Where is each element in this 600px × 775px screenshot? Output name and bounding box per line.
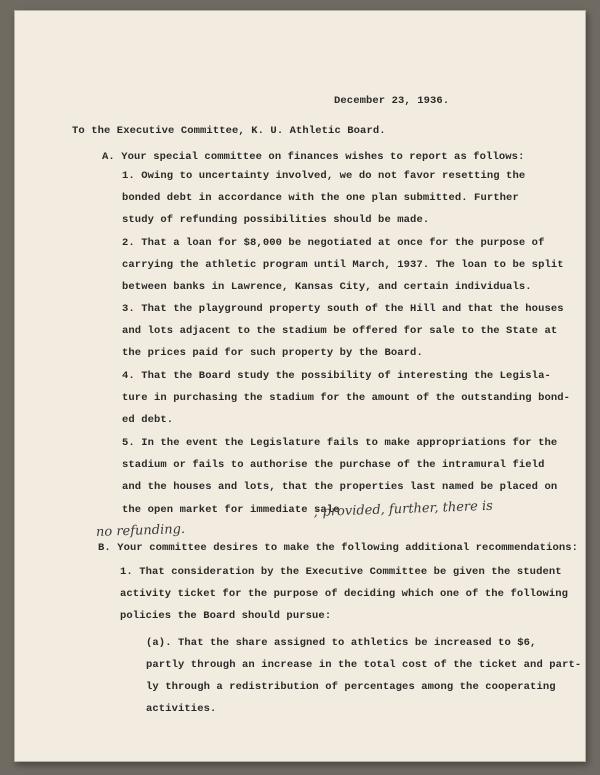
item-5-line-4: the open market for immediate sale xyxy=(122,504,340,516)
salutation: To the Executive Committee, K. U. Athletic Board. xyxy=(72,125,386,137)
item-3-line-3: the prices paid for such property by the Board. xyxy=(122,347,423,359)
item-3-line-1: 3. That the playground property south of the Hill and that the houses xyxy=(122,303,564,315)
item-2-line-3: between banks in Lawrence, Kansas City, and certain individuals. xyxy=(122,281,532,293)
item-1-line-2: bonded debt in accordance with the one plan submitted. Further xyxy=(122,192,519,204)
item-5-line-1: 5. In the event the Legislature fails to make appropriations for the xyxy=(122,437,558,449)
item-1-line-3: study of refunding possibilities should be made. xyxy=(122,214,430,226)
sub-item-a-line-3: ly through a redistribution of percentages among the cooperating xyxy=(146,681,556,693)
b-item-1-line-1: 1. That consideration by the Executive Committee be given the student xyxy=(120,566,562,578)
section-a-intro: A. Your special committee on finances wishes to report as follows: xyxy=(102,151,525,163)
b-item-1-line-3: policies the Board should pursue: xyxy=(120,610,332,622)
item-2-line-2: carrying the athletic program until March, 1937. The loan to be split xyxy=(122,259,564,271)
item-4-line-1: 4. That the Board study the possibility of interesting the Legisla- xyxy=(122,370,551,382)
item-5-line-3: and the houses and lots, that the properties last named be placed on xyxy=(122,481,558,493)
document-page xyxy=(14,10,586,762)
section-b-intro: B. Your committee desires to make the following additional recommendations: xyxy=(98,542,579,554)
sub-item-a-line-4: activities. xyxy=(146,703,217,715)
b-item-1-line-2: activity ticket for the purpose of deciding which one of the following xyxy=(120,588,569,600)
sub-item-a-line-1: (a). That the share assigned to athletics be increased to $6, xyxy=(146,637,537,649)
handwritten-annotation-1: ; provided, further, there is xyxy=(313,498,494,520)
document-date: December 23, 1936. xyxy=(334,95,450,107)
item-5-line-2: stadium or fails to authorise the purchase of the intramural field xyxy=(122,459,545,471)
item-3-line-2: and lots adjacent to the stadium be offered for sale to the State at xyxy=(122,325,558,337)
sub-item-a-line-2: partly through an increase in the total cost of the ticket and part- xyxy=(146,659,582,671)
item-4-line-3: ed debt. xyxy=(122,414,174,426)
handwritten-annotation-2: no refunding. xyxy=(95,521,186,540)
item-2-line-1: 2. That a loan for $8,000 be negotiated at once for the purpose of xyxy=(122,237,545,249)
item-1-line-1: 1. Owing to uncertainty involved, we do not favor resetting the xyxy=(122,170,526,182)
item-4-line-2: ture in purchasing the stadium for the amount of the outstanding bond- xyxy=(122,392,571,404)
